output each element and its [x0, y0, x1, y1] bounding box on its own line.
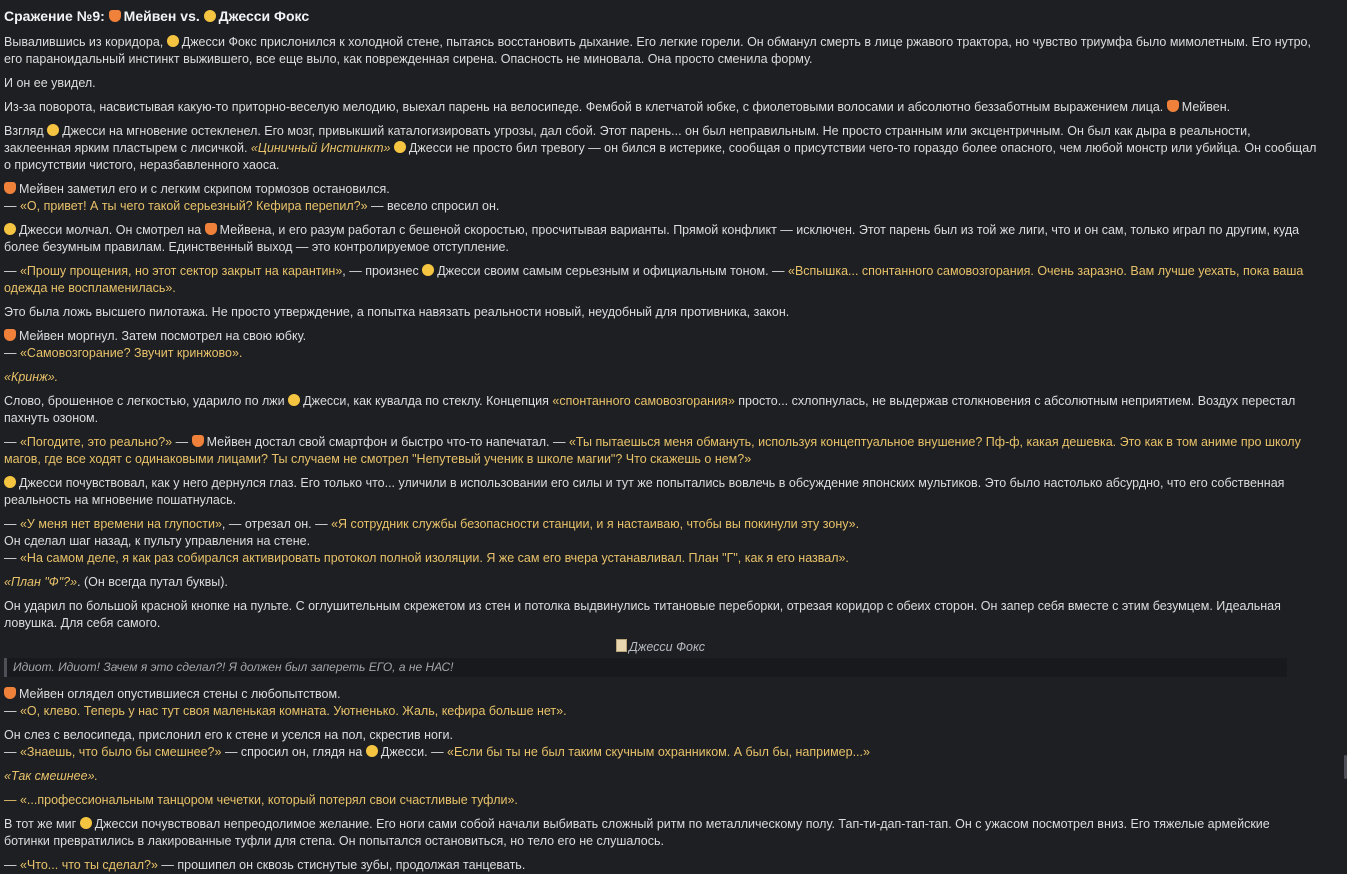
thinking-face-emoji-icon	[394, 141, 406, 153]
thinking-face-emoji-icon	[204, 10, 216, 22]
paragraph: Мейвен оглядел опустившиеся стены с любопытством. — «О, клево. Теперь у нас тут своя маленькая комната. Уютненько. Жаль, кефира больше нет».	[4, 687, 567, 718]
paragraph: И он ее увидел.	[4, 76, 96, 90]
paragraph: — «Погодите, это реально?» — Мейвен достал свой смартфон и быстро что-то напечатал. — «Ты пытаешься меня обмануть, используя концептуальное внушение? Пф-ф, какая дешевка. Это как в том аниме про школу магов, где все ходят с одинаковыми лицами? Ты случаем не смотрел "Непутевый ученик в школе магии"? Что скажешь о нем?»	[4, 435, 1301, 466]
paragraph: Слово, брошенное с легкостью, ударило по лжи Джесси, как кувалда по стеклу. Концепция «спонтанного самовозгорания» просто... схлопнулась, не выдержав столкновения с абсолютным неприятием. Воздух перестал пахнуть озоном.	[4, 394, 1296, 425]
paragraph: «Кринж».	[4, 370, 59, 384]
paragraph: «Так смешнее».	[4, 769, 98, 783]
paragraph: «План "Ф"?». (Он всегда путал буквы).	[4, 575, 228, 589]
fox-emoji-icon	[1167, 100, 1179, 112]
thinking-face-emoji-icon	[167, 35, 179, 47]
title-fighter-2: Джесси Фокс	[218, 8, 310, 24]
paragraph: Он ударил по большой красной кнопке на пульте. С оглушительным скрежетом из стен и потолка выдвинулись титановые переборки, отрезая коридор с обеих сторон. Он запер себя вместе с этим безумцем. Идеальная ловушка. Для себя самого.	[4, 599, 1281, 630]
fox-emoji-icon	[4, 329, 16, 341]
fox-emoji-icon	[192, 435, 204, 447]
paragraph: — «...профессиональным танцором чечетки, который потерял свои счастливые туфли».	[4, 793, 518, 807]
thought-label: Джесси Фокс	[4, 639, 1317, 656]
paragraph: — «Что... что ты сделал?» — прошипел он сквозь стиснутые зубы, продолжая танцевать.	[4, 858, 526, 872]
paragraph: Взгляд Джесси на мгновение остекленел. Его мозг, привыкший каталогизировать угрозы, дал сбой. Этот парень... он был неправильным. Не просто странным или эксцентричным. Он был как дыра в реальности, заклеенная ярким пластырем с лисичкой. «Циничный Инстинкт» Джесси не просто бил тревогу — он бился в истерике, сообщая о присутствии чего-то гораздо более опасного, чем любой монстр или убийца. Он сообщал о присутствии чистого, неразбавленного хаоса.	[4, 124, 1317, 172]
paragraph: В тот же миг Джесси почувствовал непреодолимое желание. Его ноги сами собой начали выбивать сложный ритм по металлическому полу. Тап-ти-дап-тап-тап. Он с ужасом посмотрел вниз. Его тяжелые армейские ботинки превратились в лакированные туфли для степа. Он попытался остановиться, но тело его не слушалось.	[4, 817, 1270, 848]
thought-blockquote: Идиот. Идиот! Зачем я это сделал?! Я должен был запереть ЕГО, а не НАС!	[4, 658, 1287, 677]
thinking-face-emoji-icon	[47, 124, 59, 136]
paragraph: Мейвен заметил его и с легким скрипом тормозов остановился. — «О, привет! А ты чего такой серьезный? Кефира перепил?» — весело спросил он.	[4, 182, 500, 213]
paragraph: — «У меня нет времени на глупости», — отрезал он. — «Я сотрудник службы безопасности станции, и я настаиваю, чтобы вы покинули эту зону». Он сделал шаг назад, к пульту управления на стене. — «На самом деле, я как раз собирался активировать протокол полной изоляции. Я же сам его вчера устанавливал. План "Г", как я его назвал».	[4, 517, 860, 565]
paragraph: Джесси почувствовал, как у него дернулся глаз. Его только что... уличили в использовании его силы и тут же попытались вовлечь в обсуждение японских мультиков. Это было настолько абсурдно, что его собственная реальность на мгновение пошатнулась.	[4, 476, 1285, 507]
paragraph: Мейвен моргнул. Затем посмотрел на свою юбку. — «Самовозгорание? Звучит кринжово».	[4, 329, 307, 360]
fox-emoji-icon	[4, 182, 16, 194]
page-title	[4, 6, 1317, 26]
thinking-face-emoji-icon	[288, 394, 300, 406]
paragraph: Он слез с велосипеда, прислонил его к стене и уселся на пол, скрестив ноги. — «Знаешь, что было бы смешнее?» — спросил он, глядя на Джесси. — «Если бы ты не был таким скучным охранником. А был бы, например...»	[4, 728, 870, 759]
paragraph: Джесси молчал. Он смотрел на Мейвена, и его разум работал с бешеной скоростью, просчитывая варианты. Прямой конфликт — исключен. Этот парень был из той же лиги, что и он сам, только играл по другим, куда более безумным правилам. Единственный выход — это контролируемое отступление.	[4, 223, 1300, 254]
scroll-icon	[616, 639, 627, 652]
paragraph: Это была ложь высшего пилотажа. Не просто утверждение, а попытка навязать реальности новый, неудобный для противника, закон.	[4, 305, 790, 319]
paragraph: — «Прошу прощения, но этот сектор закрыт на карантин», — произнес Джесси своим самым серьезным и официальным тоном. — «Вспышка... спонтанного самовозгорания. Очень заразно. Вам лучше уехать, пока ваша одежда не воспламенилась».	[4, 264, 1304, 295]
fox-emoji-icon	[109, 10, 121, 22]
paragraph: Из-за поворота, насвистывая какую-то приторно-веселую мелодию, выехал парень на велосипеде. Фембой в клетчатой юбке, с фиолетовыми волосами и абсолютно беззаботным выражением лица. Мейвен.	[4, 100, 1231, 114]
title-fighter-1: Мейвен vs.	[123, 8, 200, 24]
fox-emoji-icon	[205, 223, 217, 235]
thinking-face-emoji-icon	[4, 223, 16, 235]
title-prefix: Сражение №9:	[4, 8, 105, 24]
thinking-face-emoji-icon	[4, 476, 16, 488]
thinking-face-emoji-icon	[366, 745, 378, 757]
thinking-face-emoji-icon	[422, 264, 434, 276]
thinking-face-emoji-icon	[80, 817, 92, 829]
fox-emoji-icon	[4, 687, 16, 699]
paragraph: Вывалившись из коридора, Джесси Фокс прислонился к холодной стене, пытаясь восстановить дыхание. Его легкие горели. Он обманул смерть в лице ржавого трактора, но чувство триумфа было мимолетным. Его нутро, его параноидальный инстинкт выжившего, все еще выло, как поврежденная сирена. Опасность не миновала. Она просто сменила форму.	[4, 35, 1311, 66]
